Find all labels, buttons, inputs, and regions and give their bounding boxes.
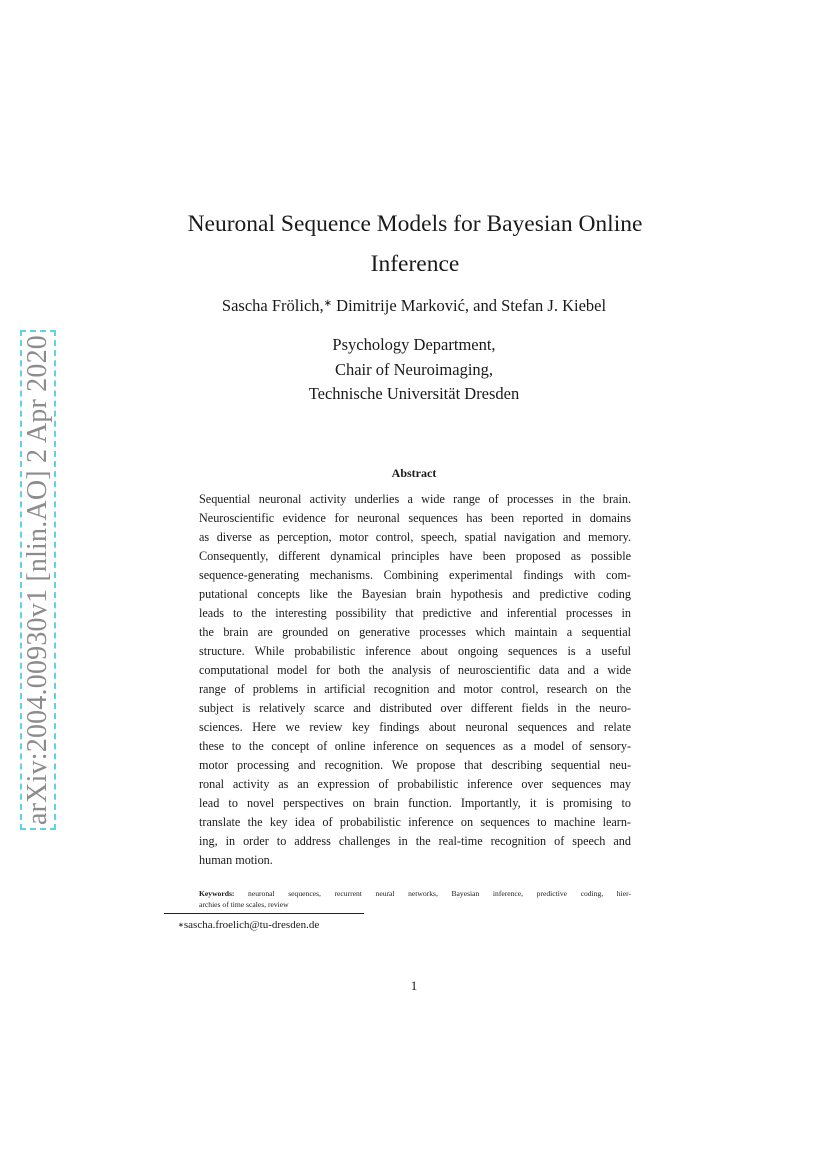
affiliation-line: Technische Universität Dresden [308,384,520,403]
abstract-line: leads to the interesting possibility that predictive and inferential processes in [199,606,631,620]
keywords-label: Keywords: [199,889,235,898]
author-first: Sascha Frölich, [221,296,324,315]
footnote-rule [164,913,364,914]
abstract-line: sciences. Here we review key findings about neuronal sequences and relate [199,720,631,734]
keywords [199,888,631,910]
page-number: 1 [410,978,418,993]
paper-title [160,204,670,284]
abstract-line: ing, in order to address challenges in the real-time recognition of speech and [199,834,631,848]
abstract-line: as diverse as perception, motor control, speech, spatial navigation and memory. [199,530,631,544]
affiliation [0,333,828,407]
affiliation-line: Chair of Neuroimaging, [334,359,494,379]
abstract-line: translate the key idea of probabilistic inference on sequences to machine learn- [199,815,631,829]
abstract-line: motor processing and recognition. We propose that describing sequential neu- [199,758,631,772]
footnote [178,918,319,932]
footnote-mark: ∗ [178,921,184,929]
title-line-1: Neuronal Sequence Models for Bayesian Online [187,211,643,237]
abstract-heading: Abstract [391,466,437,480]
footnote-email[interactable]: sascha.froelich@tu-dresden.de [183,919,320,931]
author-list [0,295,828,317]
abstract-line: lead to novel perspectives on brain function. Importantly, it is promising to [199,796,631,810]
keywords-text: neuronal sequences, recurrent neural networks, Bayesian inference, predictive coding, hier- [234,889,631,898]
author-footnote-mark[interactable]: ∗ [323,298,333,309]
title-line-2: Inference [370,251,460,277]
abstract-body [199,490,631,870]
abstract-line: putational concepts like the Bayesian brain hypothesis and predictive coding [199,587,631,601]
keywords-line [199,888,631,899]
abstract-line: computational model for both the analysis of neuroscientific data and a wide [199,663,631,677]
arxiv-identifier[interactable]: arXiv:2004.00930v1 [nlin.AO] 2 Apr 2020 [22,335,53,825]
keywords-line: archies of time scales, review [199,900,289,909]
abstract-line: these to the concept of online inference on sequences as a model of sensory- [199,739,631,753]
abstract-line: range of problems in artificial recognition and motor control, research on the [199,682,631,696]
abstract-line: Consequently, different dynamical principles have been proposed as possible [199,549,631,563]
abstract-line: Sequential neuronal activity underlies a wide range of processes in the brain. [199,492,631,506]
abstract-line: ronal activity as an expression of probabilistic inference over sequences may [199,777,631,791]
author-rest: Dimitrije Marković, and Stefan J. Kiebel [332,296,607,315]
abstract-line: human motion. [199,853,273,867]
abstract-line: subject is relatively scarce and distributed over different fields in the neuro- [199,701,631,715]
abstract-line: structure. While probabilistic inference about ongoing sequences is a useful [199,644,631,658]
affiliation-line: Psychology Department, [332,335,496,354]
abstract-line: sequence-generating mechanisms. Combining experimental findings with com- [199,568,631,582]
abstract-line: the brain are grounded on generative processes which maintain a sequential [199,625,631,639]
abstract-line: Neuroscientific evidence for neuronal sequences has been reported in domains [199,511,631,525]
